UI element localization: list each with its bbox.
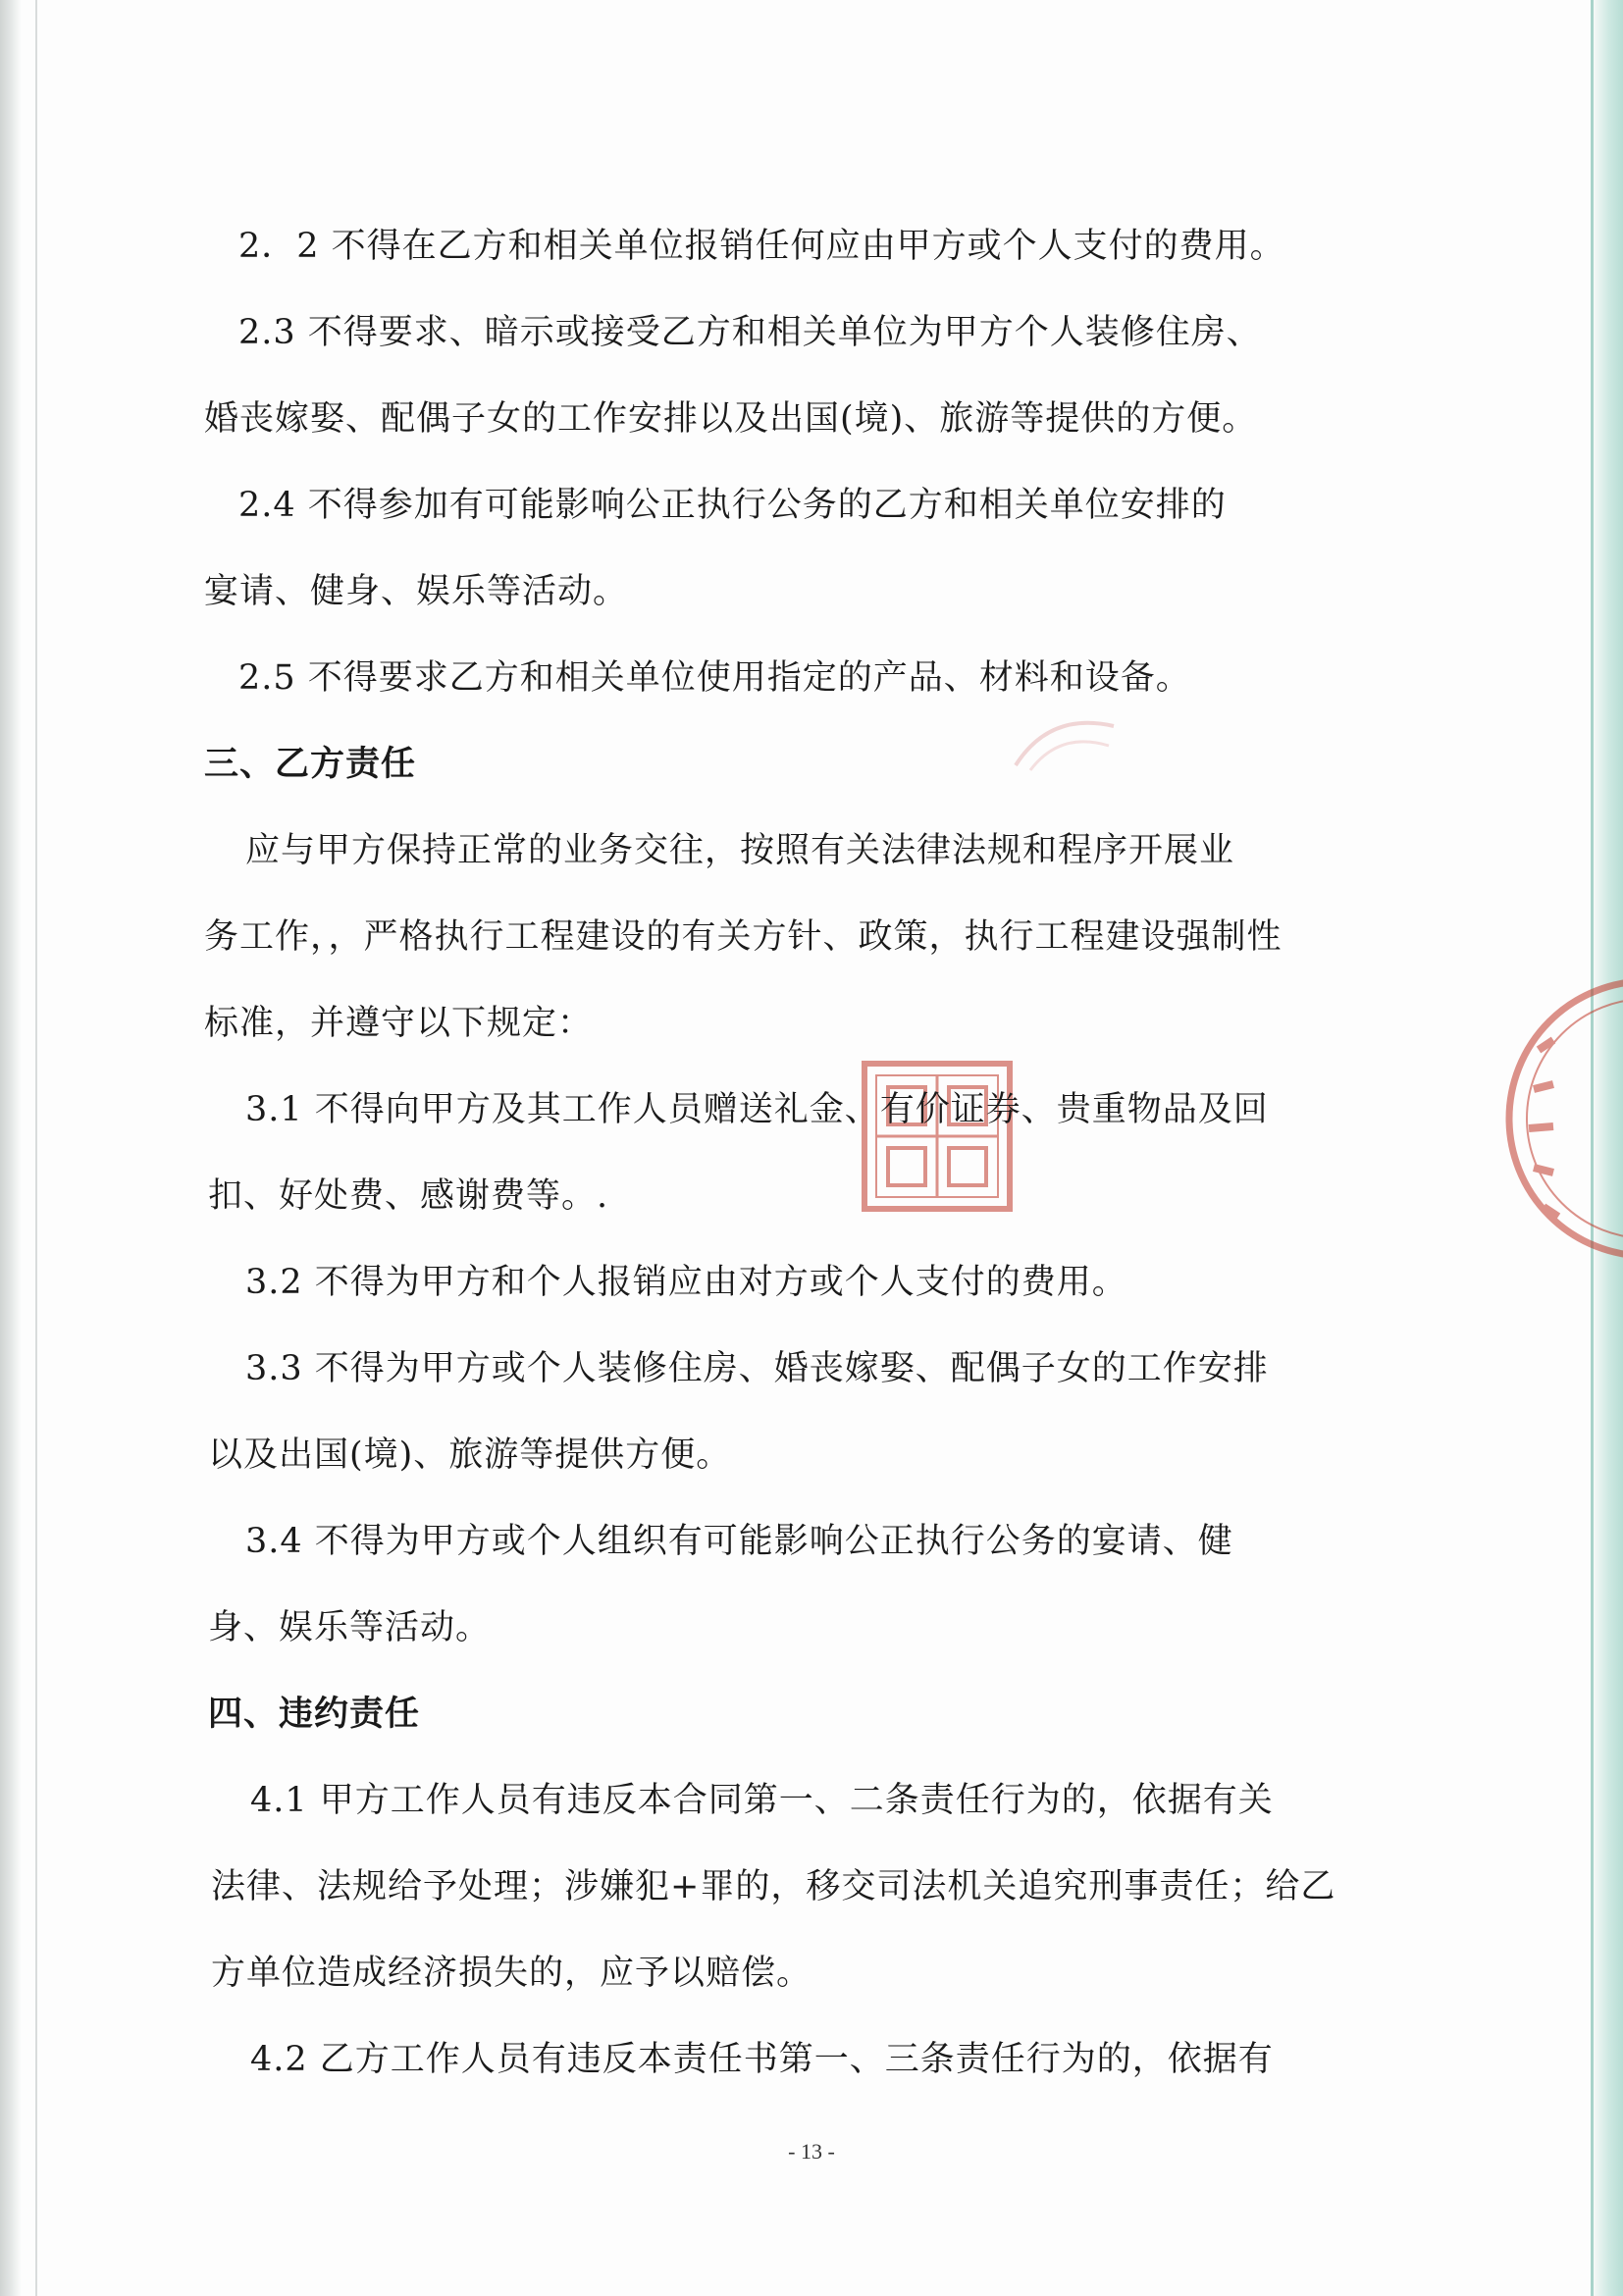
clause-3-1-line-2: 扣、好处费、感谢费等。.	[208, 1176, 609, 1216]
clause-3-2: 3.2 不得为甲方和个人报销应由对方或个人支付的费用。	[245, 1263, 1127, 1302]
binding-edge-left	[0, 0, 22, 2296]
section-3-intro-line-3: 标准，并遵守以下规定：	[204, 1004, 594, 1043]
clause-2-5: 2.5 不得要求乙方和相关单位使用指定的产品、材料和设备。	[238, 658, 1191, 698]
clause-2-3-line-1: 2.3 不得要求、暗示或接受乙方和相关单位为甲方个人装修住房、	[238, 313, 1262, 352]
binding-line-left	[35, 0, 37, 2296]
section-3-heading: 三、乙方责任	[204, 745, 417, 784]
clause-2-3-line-2: 婚丧嫁娶、配偶子女的工作安排以及出国(境)、旅游等提供的方便。	[204, 399, 1258, 439]
section-3-intro-line-2: 务工作，，严格执行工程建设的有关方针、政策，执行工程建设强制性	[204, 917, 1283, 957]
clause-4-2-line-1: 4.2 乙方工作人员有违反本责任书第一、三条责任行为的，依据有	[250, 2040, 1274, 2079]
clause-2-4-line-2: 宴请、健身、娱乐等活动。	[204, 572, 629, 611]
clause-2-4-line-1: 2.4 不得参加有可能影响公正执行公务的乙方和相关单位安排的	[238, 486, 1227, 525]
round-company-seal-image	[1499, 971, 1623, 1266]
clause-4-1-line-3: 方单位造成经济损失的，应予以赔偿。	[211, 1954, 812, 1993]
faint-stamp-image	[1011, 706, 1119, 775]
clause-3-4-line-1: 3.4 不得为甲方或个人组织有可能影响公正执行公务的宴请、健	[245, 1522, 1233, 1561]
clause-3-4-line-2: 身、娱乐等活动。	[208, 1608, 492, 1647]
clause-2-2: 2．2 不得在乙方和相关单位报销任何应由甲方或个人支付的费用。	[238, 227, 1285, 266]
section-4-heading: 四、违约责任	[208, 1695, 421, 1734]
page-number: - 13 -	[788, 2139, 835, 2164]
clause-4-1-line-1: 4.1 甲方工作人员有违反本合同第一、二条责任行为的，依据有关	[250, 1781, 1274, 1820]
clause-4-1-line-2: 法律、法规给予处理；涉嫌犯+罪的，移交司法机关追究刑事责任；给乙	[211, 1867, 1336, 1906]
clause-3-3-line-2: 以及出国(境)、旅游等提供方便。	[208, 1435, 732, 1475]
square-seal-image	[859, 1058, 1016, 1215]
section-3-intro-line-1: 应与甲方保持正常的业务交往，按照有关法律法规和程序开展业	[245, 831, 1235, 870]
clause-3-1-line-1: 3.1 不得向甲方及其工作人员赠送礼金、有价证券、贵重物品及回	[245, 1090, 1269, 1129]
clause-3-3-line-1: 3.3 不得为甲方或个人装修住房、婚丧嫁娶、配偶子女的工作安排	[245, 1349, 1269, 1388]
